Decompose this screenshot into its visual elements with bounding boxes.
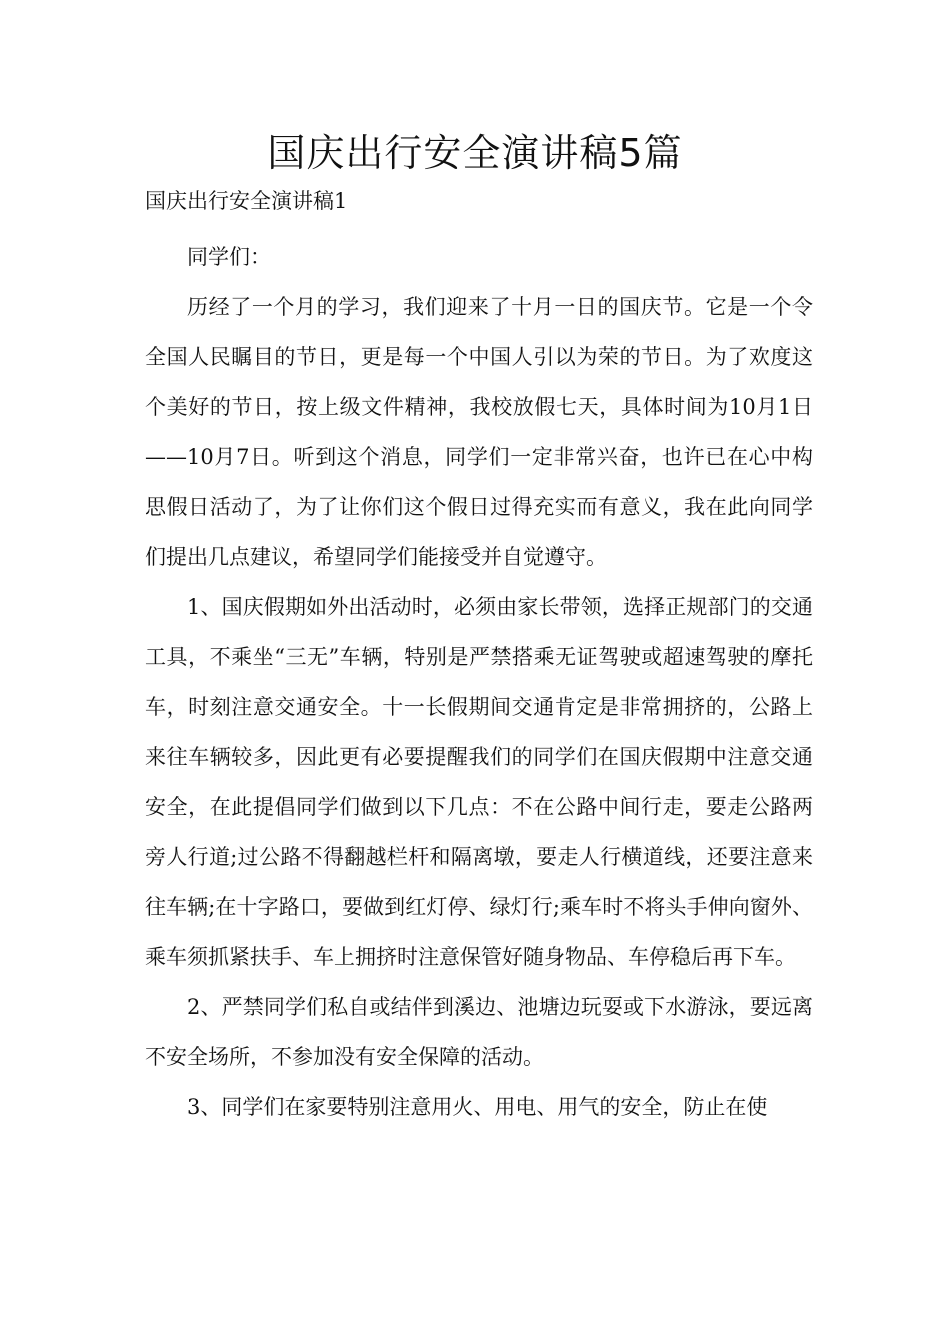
- paragraph-item-3: 3、同学们在家要特别注意用火、用电、用气的安全，防止在使: [187, 1095, 768, 1119]
- paragraph-salutation: 同学们：: [187, 245, 271, 269]
- document-body: [145, 232, 813, 1132]
- paragraph-item-1: 1、国庆假期如外出活动时，必须由家长带领，选择正规部门的交通工具，不乘坐“三无”车辆，特别是严禁搭乘无证驾驶或超速驾驶的摩托车，时刻注意交通安全。十一长假期间交通肯定是非常拥挤的，公路上来往车辆较多，因此更有必要提醒我们的同学们在国庆假期中注意交通安全，在此提倡同学们做到以下几点：不在公路中间行走，要走公路两旁人行道;过公路不得翻越栏杆和隔离墩，要走人行横道线，还要注意来往车辆;在十字路口，要做到红灯停、绿灯行;乘车时不将头手伸向窗外、乘车须抓紧扶手、车上拥挤时注意保管好随身物品、车停稳后再下车。: [145, 595, 813, 969]
- paragraph-item-2: 2、严禁同学们私自或结伴到溪边、池塘边玩耍或下水游泳，要远离不安全场所，不参加没有安全保障的活动。: [145, 995, 813, 1069]
- section-title: 国庆出行安全演讲稿1: [145, 189, 348, 213]
- paragraph-intro: 历经了一个月的学习，我们迎来了十月一日的国庆节。它是一个令全国人民瞩目的节日，更是每一个中国人引以为荣的节日。为了欢度这个美好的节日，按上级文件精神，我校放假七天，具体时间为10月1日——10月7日。听到这个消息，同学们一定非常兴奋，也许已在心中构思假日活动了，为了让你们这个假日过得充实而有意义，我在此向同学们提出几点建议，希望同学们能接受并自觉遵守。: [145, 295, 813, 569]
- document-title: 国庆出行安全演讲稿5篇: [267, 131, 683, 175]
